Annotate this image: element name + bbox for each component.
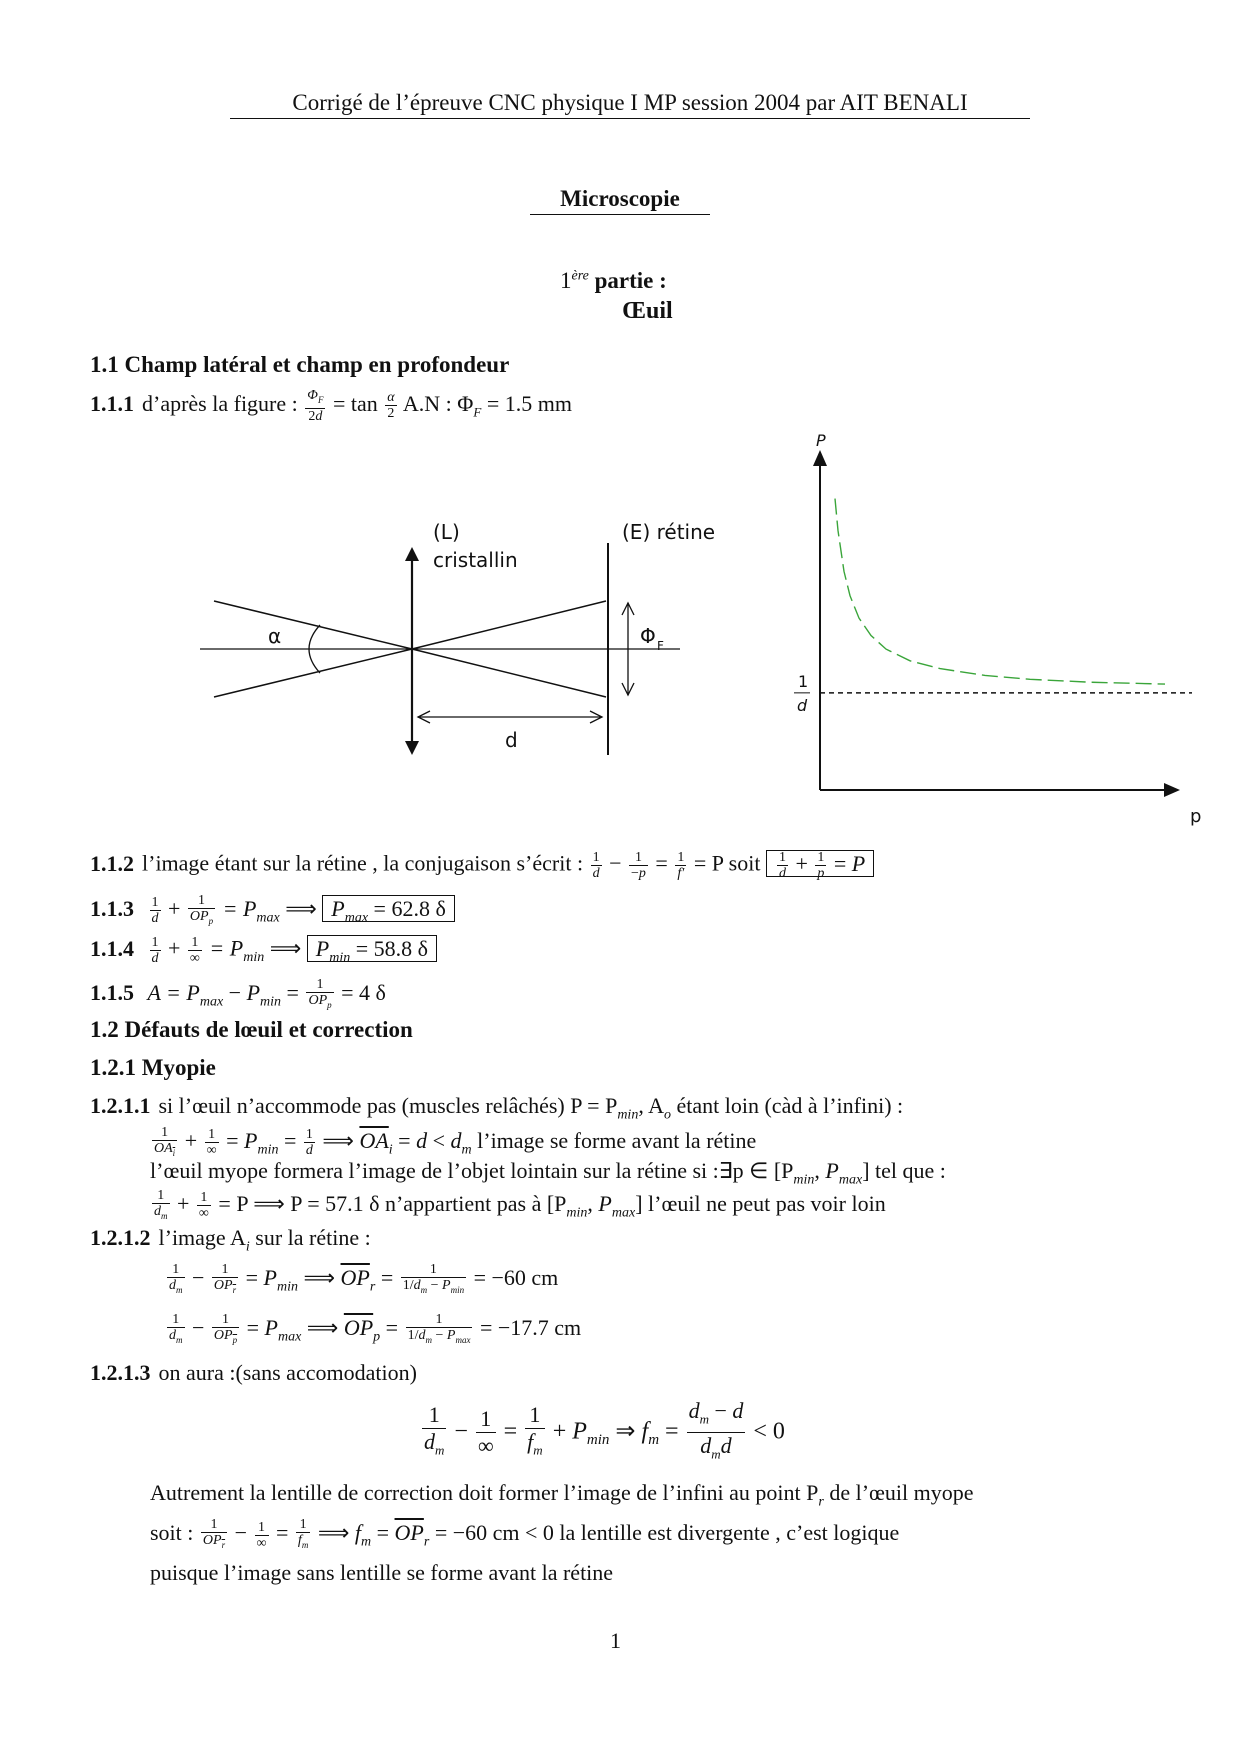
- page-number: 1: [610, 1628, 621, 1653]
- q-1-2-1-2: 1.2.1.2 l’image $A_i$ sur la rétine :: [90, 1225, 371, 1255]
- q-1-2-1-1-line3: l’œuil myope formera l’image de l’objet lointain sur la rétine si :∃p ∈ [$P_{min}$, $P_{max}$] tel que :: [150, 1158, 946, 1188]
- q-1-2-1-3-paragraph: Autrement la lentille de correction doit former l’image de l’infini au point $P_r$ de l’œuil myope soit : $\frac{1}{OP_r}$ − $\frac{1}{\infty}$ = $\frac{1}{f_m}$ ⟹ $f_m = \overline{OP}_r = -60$ cm < 0 la lentille est divergente , c’est logique puisque l’image sans lentille se forme avant la rétine: [150, 1480, 974, 1585]
- ray-top: [214, 601, 412, 649]
- q-1-1-5: 1.1.5 $A = P_{max} - P_{min}$ = $\frac{1}{OP_p}$ = 4 δ: [90, 977, 386, 1010]
- chart-series-group: [820, 499, 1192, 693]
- label-phi-sub: F: [657, 639, 664, 653]
- section-1-2-heading: 1.2 Défauts de lœuil et correction: [90, 1017, 413, 1042]
- x-axis-arrow: [1164, 783, 1180, 797]
- x-axis-label: p: [1190, 806, 1202, 827]
- lens-diagram: [200, 515, 720, 765]
- part-subtitle: Œuil: [622, 298, 673, 324]
- y-axis-arrow: [813, 450, 827, 466]
- q-1-2-1-1-line4: $\frac{1}{d_m}$ + $\frac{1}{\infty}$ = P ⟹ P = 57.1 δ n’appartient pas à [$P_{min}$, $P_{max}$] l’œuil ne peut pas voir loin: [154, 1188, 886, 1222]
- asymptote-label-num: 1: [798, 671, 809, 691]
- q-1-2-1-3: 1.2.1.3 on aura :(sans accomodation): [90, 1360, 417, 1385]
- label-phi: Φ: [640, 624, 656, 648]
- ray-top-out: [412, 601, 606, 649]
- asymptote-label-den: d: [797, 695, 808, 715]
- label-cristallin: cristallin: [433, 548, 518, 572]
- q-1-2-1-2-eq2: $\frac{1}{d_m}$ − $\frac{1}{OP_p}$ = $P_{max}$ ⟹ $\overline{OP}_p$ = $\frac{1}{1/d_m - P_{max}}$ = −17.7 cm: [169, 1312, 582, 1345]
- q-1-2-1-1: 1.2.1.1 si l’œuil n’accommode pas (muscles relâchés) $P = P_{min}$, $A_o$ étant loin (càd à l’infini) :: [90, 1093, 904, 1123]
- document-title: Microscopie: [530, 186, 710, 215]
- label-retine: (E) rétine: [622, 520, 716, 544]
- part-heading: 1ère partie :: [560, 268, 667, 293]
- q-1-1-3: 1.1.3 $\frac{1}{d}$ + $\frac{1}{OP_p}$ = $P_{max}$ ⟹ $P_{max} = 62.8$ δ: [90, 893, 455, 929]
- q-1-1-2: 1.1.2 l’image étant sur la rétine , la conjugaison s’écrit : $\frac{1}{d}$ − $\frac{1}{-p}$ = $\frac{1}{f'}$ = P soit $\frac{1}{d}$ + $\frac{1}{p}$ = P: [90, 850, 874, 881]
- page-header: Corrigé de l’épreuve CNC physique I MP session 2004 par AIT BENALI: [230, 90, 1030, 119]
- label-L: (L): [433, 520, 460, 544]
- asymptote-label: [794, 672, 810, 715]
- section-1-2-1-heading: 1.2.1 Myopie: [90, 1055, 216, 1080]
- section-1-1-heading: 1.1 Champ latéral et champ en profondeur: [90, 352, 510, 377]
- q-1-1-1: 1.1.1 d’après la figure : $\frac{\Phi_F}{2d}$ = tan $\frac{\alpha}{2}$ A.N : $\Phi_F = 1.5$ mm: [90, 388, 572, 424]
- q-1-2-1-2-eq1: $\frac{1}{d_m}$ − $\frac{1}{OP_r}$ = $P_{min}$ ⟹ $\overline{OP}_r$ = $\frac{1}{1/d_m - P_{min}}$ = −60 cm: [169, 1262, 559, 1295]
- q-1-1-4: 1.1.4 $\frac{1}{d}$ + $\frac{1}{\infty}$ = $P_{min}$ ⟹ $P_{min} = 58.8$ δ: [90, 935, 437, 966]
- lens-arrow-up: [405, 547, 419, 561]
- lens-arrow-down: [405, 741, 419, 755]
- label-alpha: α: [268, 624, 282, 648]
- y-axis-label: P: [816, 431, 826, 450]
- q-1-2-1-3-display-eq: $\frac{1}{d_m}$ − $\frac{1}{\infty}$ = $\frac{1}{f_m}$ + $P_{min}$ ⇒ $f_m$ = $\frac{d_m - d}{d_md}$ < 0: [424, 1398, 785, 1462]
- label-d: d: [505, 728, 518, 752]
- power-curve-line: [835, 499, 1165, 684]
- ray-bottom: [214, 649, 412, 697]
- ray-bottom-out: [412, 649, 606, 697]
- power-curve-chart: [780, 430, 1220, 830]
- q-1-2-1-1-line2: $\frac{1}{OA_i}$ + $\frac{1}{\infty}$ = $P_{min}$ = $\frac{1}{d}$ ⟹ $\overline{OA}_i = d < d_m$ l’image se forme avant la rétine: [154, 1125, 757, 1159]
